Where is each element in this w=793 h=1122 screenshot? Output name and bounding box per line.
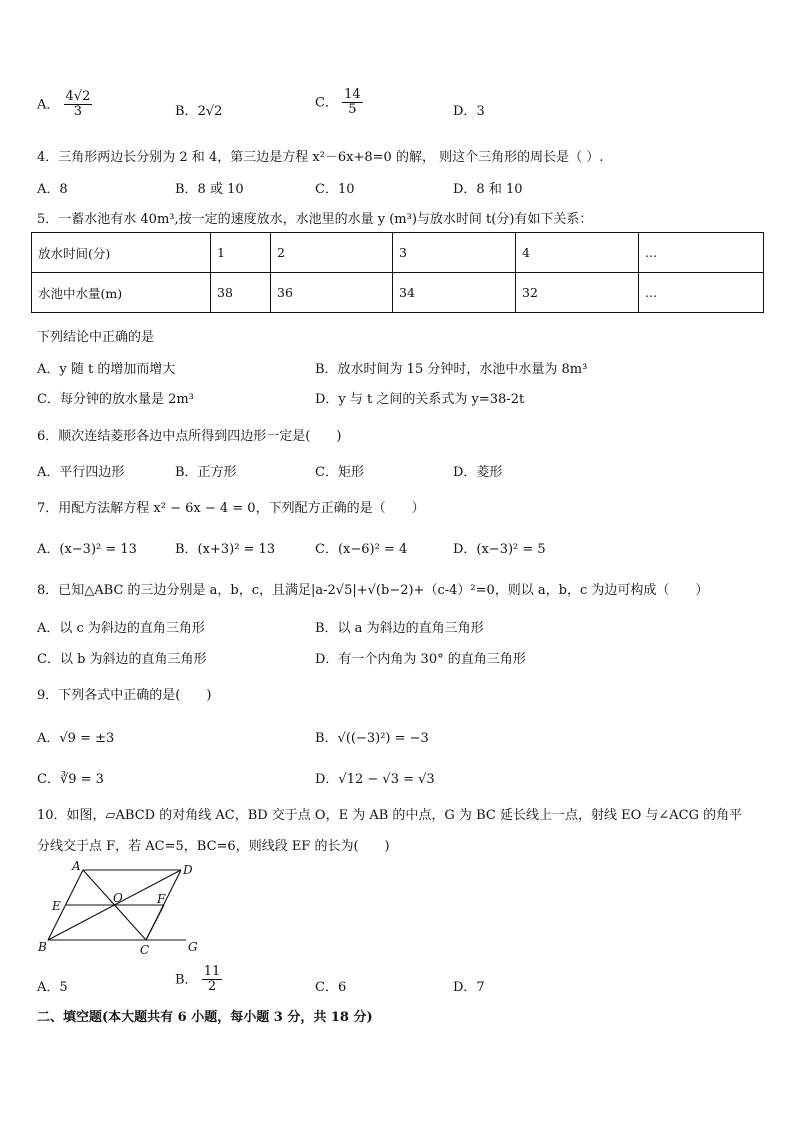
table-cell: 放水时间(分) bbox=[32, 233, 211, 273]
q4-option-b: B．8 或 10 bbox=[175, 182, 244, 197]
q7-option-d: D．(x−3)² = 5 bbox=[453, 542, 546, 557]
q4-option-c: C．10 bbox=[315, 182, 355, 197]
table-cell: ... bbox=[639, 233, 764, 273]
q3-c-numerator: 14 bbox=[344, 87, 361, 102]
q3-c-denominator: 5 bbox=[348, 102, 357, 118]
bisector-cf bbox=[146, 905, 164, 940]
label-o: O bbox=[113, 891, 123, 905]
table-cell: 4 bbox=[516, 233, 639, 273]
table-cell: 3 bbox=[393, 233, 516, 273]
q10-option-d: D．7 bbox=[453, 980, 485, 995]
q8-stem: 8．已知△ABC 的三边分别是 a，b，c，且满足|a-2√5|+√(b−2)+（c-4）²=0，则以 a，b，c 为边可构成（ ） bbox=[37, 583, 709, 598]
table-cell: 2 bbox=[271, 233, 393, 273]
q4-option-a: A．8 bbox=[37, 182, 68, 197]
table-cell: 水池中水量(m) bbox=[32, 273, 211, 313]
q5-table bbox=[31, 232, 764, 313]
q6-option-a: A．平行四边形 bbox=[37, 465, 125, 480]
label-f: F bbox=[157, 892, 166, 906]
q3-option-d bbox=[453, 100, 485, 119]
q10-option-c: C．6 bbox=[315, 980, 347, 995]
q10-b-denominator: 2 bbox=[207, 979, 217, 995]
q5-option-d: D．y 与 t 之间的关系式为 y=38-2t bbox=[315, 392, 525, 407]
q3-d-label: D． bbox=[453, 104, 477, 119]
table-cell: 36 bbox=[271, 273, 393, 313]
q3-a-denominator: 3 bbox=[73, 104, 83, 120]
q3-c-label: C． bbox=[315, 95, 338, 111]
q9-stem: 9．下列各式中正确的是( ) bbox=[37, 688, 212, 703]
q10-option-a: A．5 bbox=[37, 980, 68, 995]
q5-stem: 5．一蓄水池有水 40m³,按一定的速度放水，水池里的水量 y (m³)与放水时间 t(分)有如下关系： bbox=[37, 212, 593, 227]
q3-b-value: 2√2 bbox=[197, 104, 223, 119]
label-d: D bbox=[183, 863, 193, 877]
q9-option-c: C．∛9 = 3 bbox=[37, 772, 104, 787]
q3-b-label: B． bbox=[175, 104, 198, 119]
q10-option-b bbox=[175, 965, 222, 995]
table-cell: 38 bbox=[211, 273, 271, 313]
label-e: E bbox=[52, 899, 61, 913]
q3-a-label: A． bbox=[37, 97, 60, 113]
q10-b-numerator: 11 bbox=[203, 964, 221, 979]
q8-option-d: D．有一个内角为 30° 的直角三角形 bbox=[315, 652, 526, 667]
q8-option-b: B．以 a 为斜边的直角三角形 bbox=[315, 621, 484, 636]
q3-option-a bbox=[37, 90, 92, 120]
q3-a-fraction bbox=[64, 90, 93, 120]
q6-option-c: C．矩形 bbox=[315, 465, 364, 480]
q3-option-c bbox=[315, 88, 363, 118]
q5-option-b: B．放水时间为 15 分钟时，水池中水量为 8m³ bbox=[315, 362, 588, 377]
table-cell: 32 bbox=[516, 273, 639, 313]
q7-stem: 7．用配方法解方程 x² − 6x − 4 = 0，下列配方正确的是（ ） bbox=[37, 501, 425, 516]
q8-option-c: C．以 b 为斜边的直角三角形 bbox=[37, 652, 207, 667]
q6-option-d: D．菱形 bbox=[453, 465, 503, 480]
q3-c-fraction bbox=[342, 88, 363, 118]
label-g: G bbox=[188, 940, 198, 954]
label-a: A bbox=[72, 860, 81, 873]
q3-option-b bbox=[175, 100, 222, 119]
section-heading: 二、填空题(本大题共有 6 小题，每小题 3 分，共 18 分) bbox=[37, 1010, 373, 1025]
q10-stem-line2: 分线交于点 F，若 AC=5，BC=6，则线段 EF 的长为( ) bbox=[37, 839, 390, 854]
table-cell: ... bbox=[639, 273, 764, 313]
table-row bbox=[32, 273, 764, 313]
label-c: C bbox=[140, 943, 150, 957]
q7-option-c: C．(x−6)² = 4 bbox=[315, 542, 408, 557]
q10-b-label: B． bbox=[175, 972, 198, 988]
q9-option-a: A．√9 = ±3 bbox=[37, 731, 115, 746]
q10-stem-line1: 10．如图，▱ABCD 的对角线 AC，BD 交于点 O，E 为 AB 的中点，G 为 BC 延长线上一点，射线 EO 与∠ACG 的角平 bbox=[37, 808, 743, 823]
q5-option-c: C．每分钟的放水量是 2m³ bbox=[37, 392, 194, 407]
q9-option-d: D．√12 − √3 = √3 bbox=[315, 772, 435, 787]
table-row bbox=[32, 233, 764, 273]
table-cell: 34 bbox=[393, 273, 516, 313]
q3-d-value: 3 bbox=[476, 104, 485, 119]
q10-b-fraction bbox=[202, 965, 223, 995]
label-b: B bbox=[38, 940, 47, 954]
q10-parallelogram-figure bbox=[36, 860, 206, 960]
q6-option-b: B．正方形 bbox=[175, 465, 237, 480]
q5-prompt: 下列结论中正确的是 bbox=[37, 330, 155, 345]
q7-option-a: A．(x−3)² = 13 bbox=[37, 542, 137, 557]
q4-stem: 4．三角形两边长分别为 2 和 4，第三边是方程 x²－6x+8=0 的解， 则这个三角形的周长是（ ）. bbox=[37, 150, 604, 165]
q9-option-b: B．√((−3)²) = −3 bbox=[315, 731, 429, 746]
q5-option-a: A．y 随 t 的增加而增大 bbox=[37, 362, 176, 377]
q4-option-d: D．8 和 10 bbox=[453, 182, 523, 197]
q3-a-numerator: 4√2 bbox=[65, 89, 91, 104]
q6-stem: 6．顺次连结菱形各边中点所得到四边形一定是( ) bbox=[37, 429, 342, 444]
q7-option-b: B．(x+3)² = 13 bbox=[175, 542, 276, 557]
table-cell: 1 bbox=[211, 233, 271, 273]
q8-option-a: A．以 c 为斜边的直角三角形 bbox=[37, 621, 205, 636]
